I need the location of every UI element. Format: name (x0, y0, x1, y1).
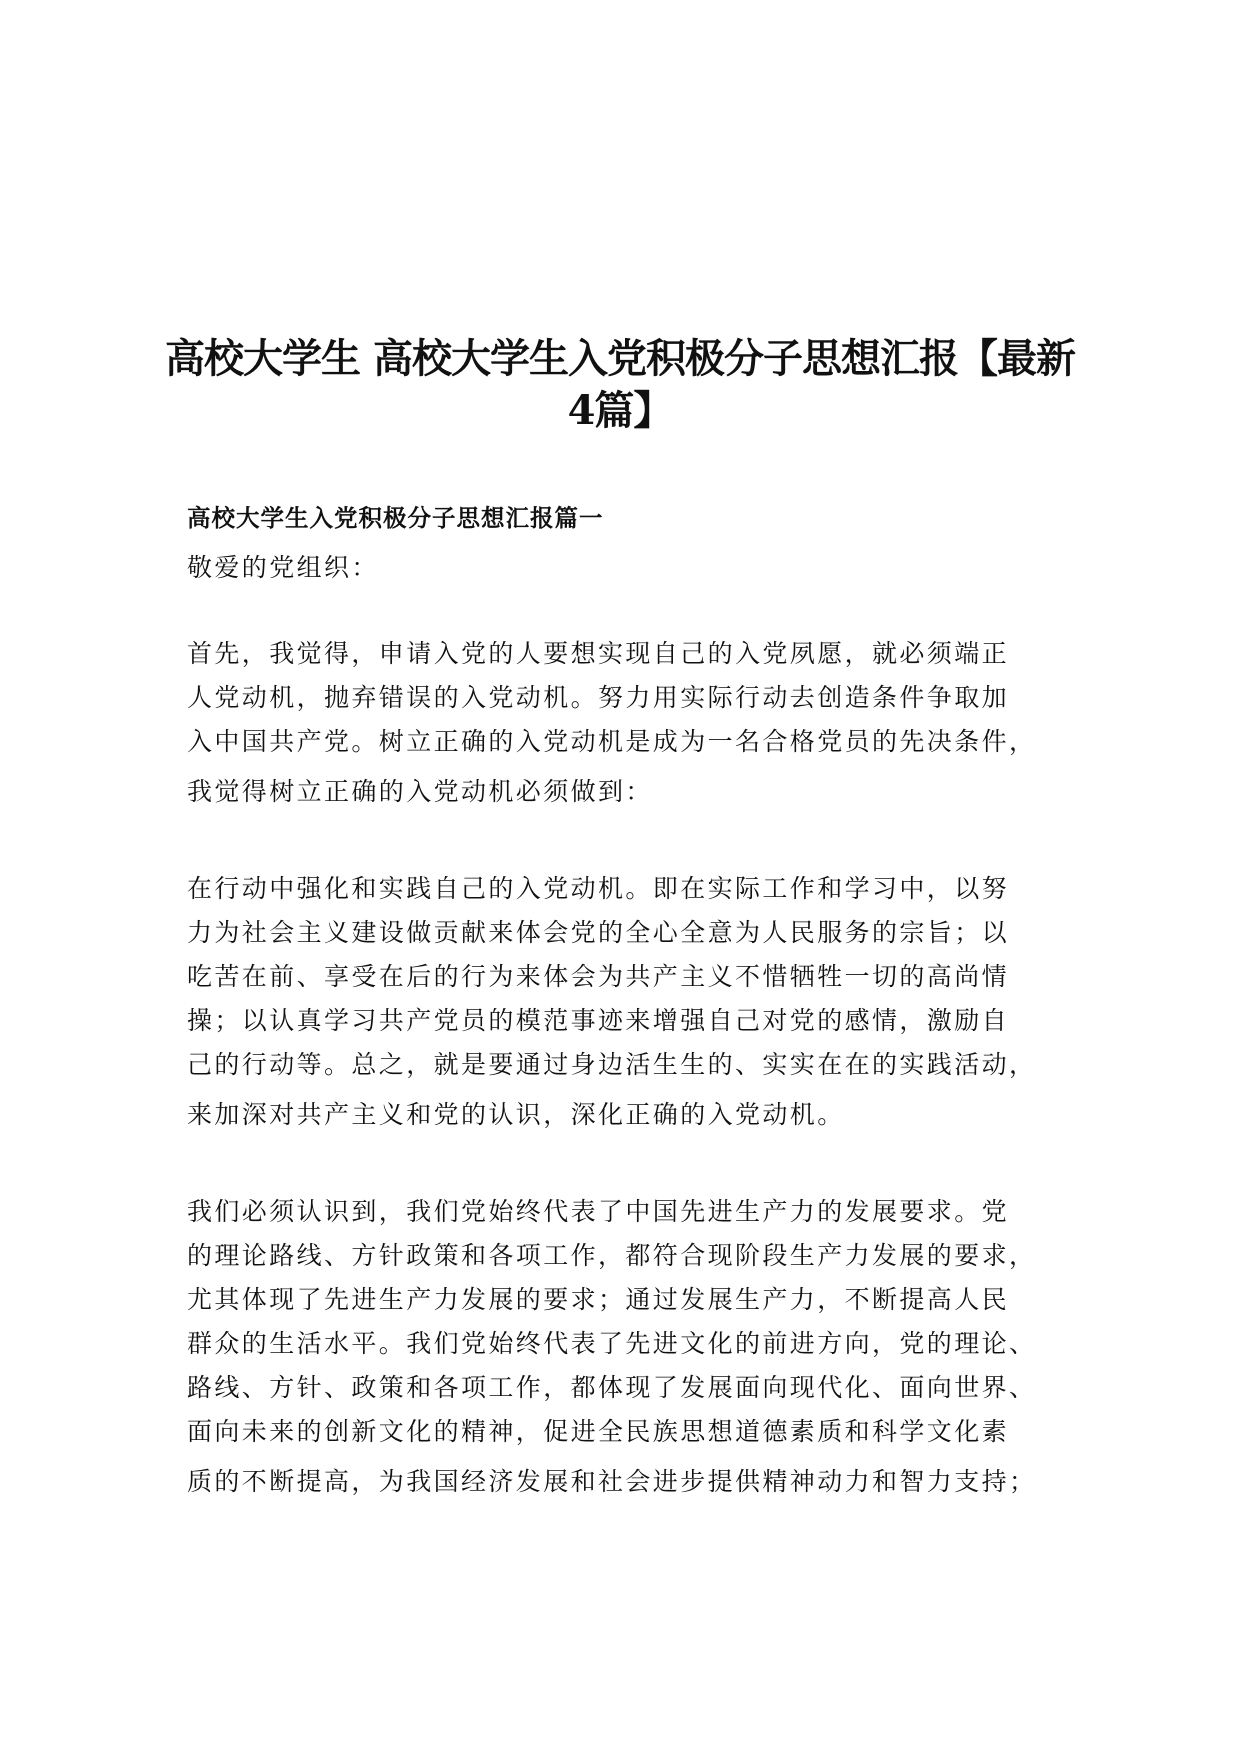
paragraph-line: 吃苦在前、享受在后的行为来体会为共产主义不惜牺牲一切的高尚情 (187, 962, 1010, 991)
paragraph-line: 尤其体现了先进生产力发展的要求；通过发展生产力，不断提高人民 (187, 1285, 1010, 1314)
paragraph-line: 己的行动等。总之，就是要通过身边活生生的、实实在在的实践活动， (187, 1050, 1037, 1079)
paragraph-line: 在行动中强化和实践自己的入党动机。即在实际工作和学习中，以努 (187, 874, 1010, 903)
paragraph-line: 力为社会主义建设做贡献来体会党的全心全意为人民服务的宗旨；以 (187, 918, 1010, 947)
paragraph-line: 首先，我觉得，申请入党的人要想实现自己的入党夙愿，就必须端正 (187, 639, 1010, 668)
document-title (150, 333, 1090, 437)
title-line-1: 高校大学生 高校大学生入党积极分子思想汇报【最新 (165, 335, 1075, 382)
paragraph-line: 我们必须认识到，我们党始终代表了中国先进生产力的发展要求。党 (187, 1197, 1010, 1226)
paragraph-line: 质的不断提高，为我国经济发展和社会进步提供精神动力和智力支持； (187, 1467, 1037, 1496)
salutation-line: 敬爱的党组织： (187, 553, 379, 582)
paragraph-line: 群众的生活水平。我们党始终代表了先进文化的前进方向，党的理论、 (187, 1329, 1037, 1358)
paragraph-line: 我觉得树立正确的入党动机必须做到： (187, 777, 653, 806)
paragraph-1 (187, 632, 1092, 814)
salutation (187, 546, 1092, 590)
paragraph-line: 路线、方针、政策和各项工作，都体现了发展面向现代化、面向世界、 (187, 1373, 1037, 1402)
paragraph-line: 操；以认真学习共产党员的模范事迹来增强自己对党的感情，激励自 (187, 1006, 1010, 1035)
paragraph-2 (187, 867, 1092, 1137)
paragraph-line: 的理论路线、方针政策和各项工作，都符合现阶段生产力发展的要求， (187, 1241, 1037, 1270)
paragraph-line: 面向未来的创新文化的精神，促进全民族思想道德素质和科学文化素 (187, 1417, 1010, 1446)
section-heading: 高校大学生入党积极分子思想汇报篇一 (187, 504, 604, 532)
paragraph-line: 入中国共产党。树立正确的入党动机是成为一名合格党员的先决条件， (187, 727, 1037, 756)
paragraph-line: 人党动机，抛弃错误的入党动机。努力用实际行动去创造条件争取加 (187, 683, 1010, 712)
title-line-2: 4篇】 (567, 387, 673, 434)
paragraph-3 (187, 1190, 1092, 1504)
paragraph-line: 来加深对共产主义和党的认识，深化正确的入党动机。 (187, 1100, 845, 1129)
